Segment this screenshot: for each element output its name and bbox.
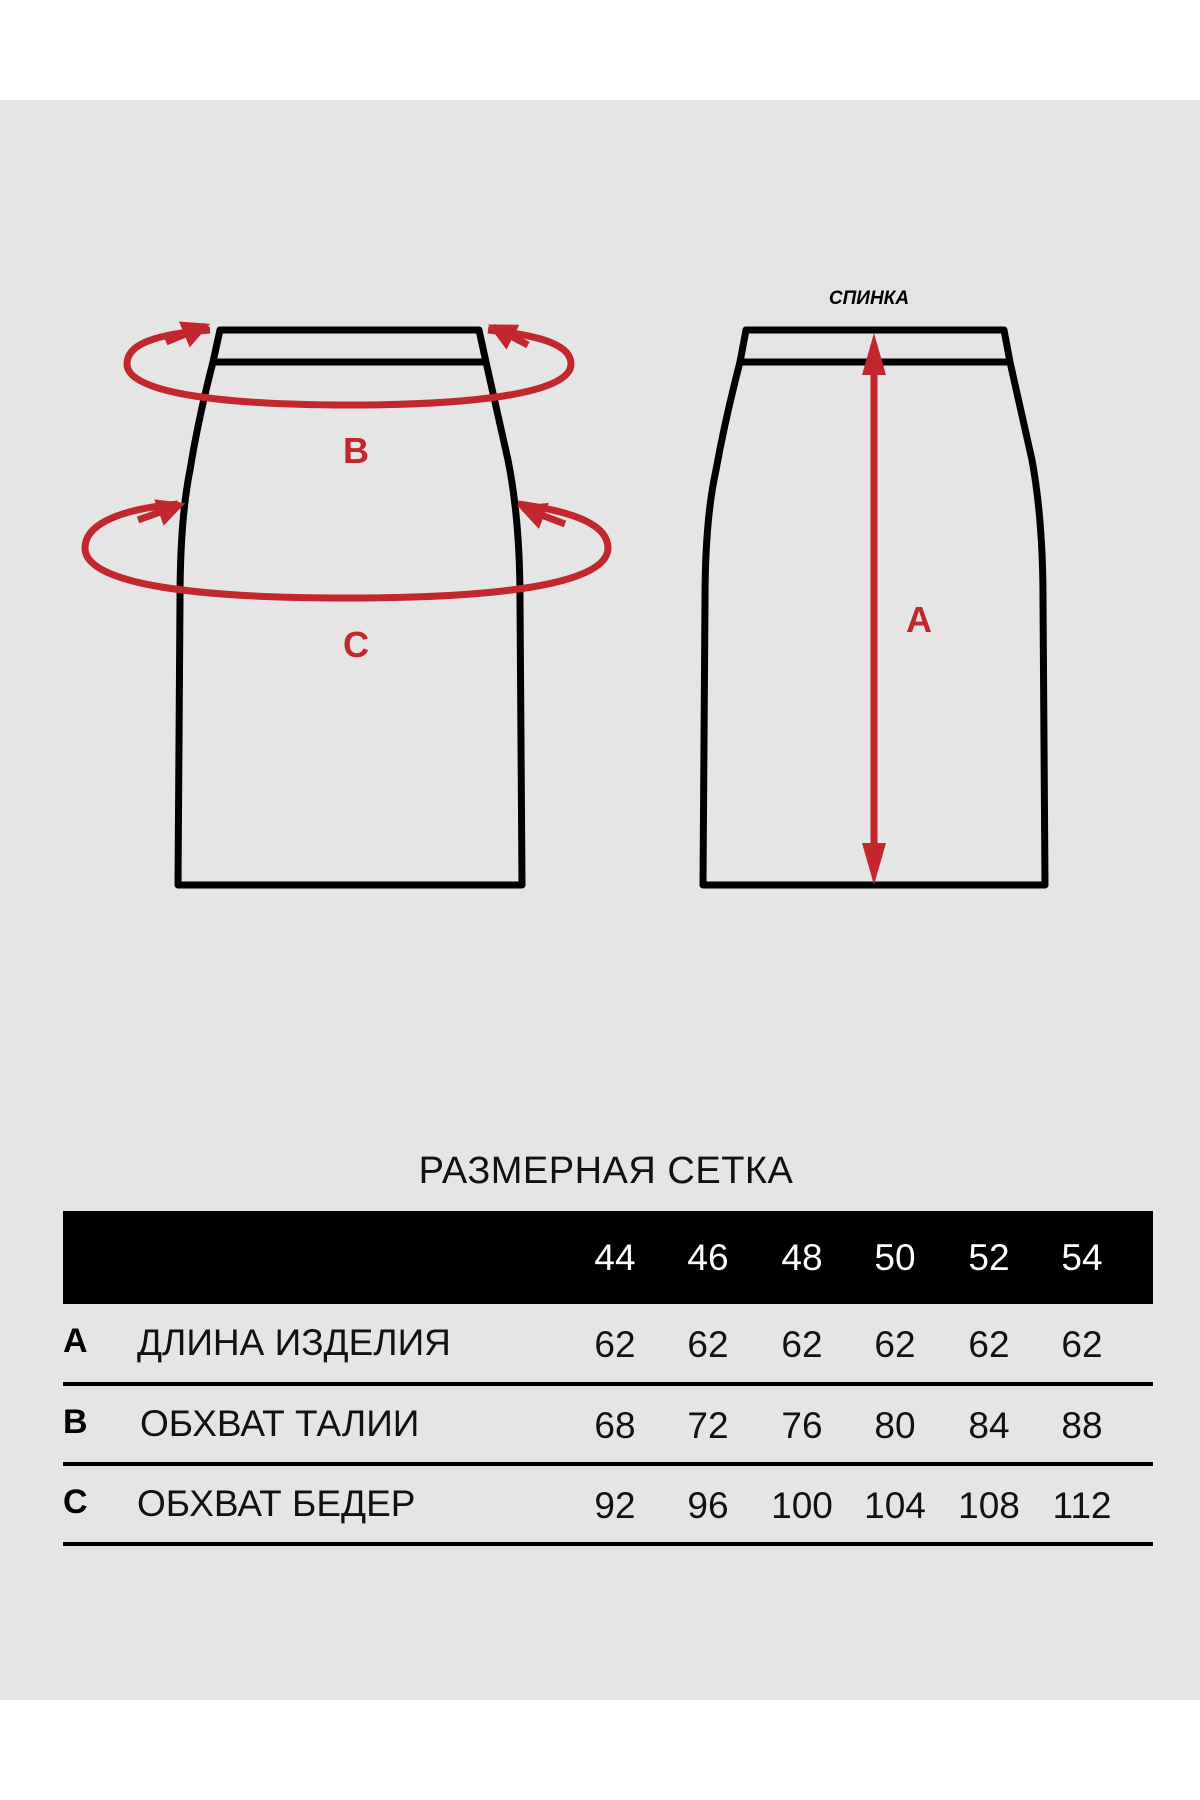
row-value: 84 (968, 1405, 1010, 1446)
row-value: 76 (781, 1405, 823, 1446)
row-value: 62 (687, 1324, 729, 1365)
size-header-row (63, 1211, 1153, 1304)
table-row (63, 1403, 1153, 1463)
back-view-label: СПИНКА (828, 288, 910, 309)
row-value: 62 (594, 1324, 636, 1365)
row-value: 80 (874, 1405, 916, 1446)
row-value: 88 (1061, 1405, 1103, 1446)
table-row (63, 1322, 1153, 1382)
row-value: 108 (958, 1485, 1020, 1526)
measure-label-a: A (906, 599, 932, 640)
row-value: 112 (1052, 1485, 1112, 1526)
size-header-54: 54 (1061, 1237, 1103, 1278)
hip-measure-c (85, 504, 608, 598)
size-header-46: 46 (687, 1237, 729, 1278)
row-value: 104 (864, 1485, 926, 1526)
measure-label-b: B (343, 430, 369, 471)
row-letter: C (63, 1483, 88, 1521)
front-skirt-outline (178, 330, 522, 885)
row-value: 62 (968, 1324, 1010, 1365)
row-value: 72 (687, 1405, 729, 1446)
size-chart-title: РАЗМЕРНАЯ СЕТКА (418, 1150, 794, 1192)
row-name: ДЛИНА ИЗДЕЛИЯ (137, 1322, 451, 1363)
row-value: 62 (874, 1324, 916, 1365)
row-letter: A (63, 1322, 88, 1360)
row-divider (63, 1462, 1153, 1466)
row-value: 62 (1061, 1324, 1103, 1365)
row-value: 92 (594, 1485, 636, 1526)
row-value: 62 (781, 1324, 823, 1365)
row-name: ОБХВАТ БЕДЕР (137, 1483, 416, 1524)
row-value: 68 (594, 1405, 636, 1446)
row-name: ОБХВАТ ТАЛИИ (140, 1403, 420, 1444)
size-header-50: 50 (874, 1237, 916, 1278)
length-measure-a (862, 333, 886, 885)
row-divider (63, 1382, 1153, 1386)
size-header-48: 48 (781, 1237, 823, 1278)
row-value: 100 (771, 1485, 833, 1526)
row-letter: B (63, 1403, 88, 1441)
table-row (63, 1483, 1153, 1543)
measure-label-c: C (343, 624, 369, 665)
row-divider (63, 1542, 1153, 1546)
size-header-52: 52 (968, 1237, 1010, 1278)
row-value: 96 (687, 1485, 729, 1526)
size-header-44: 44 (594, 1237, 636, 1278)
